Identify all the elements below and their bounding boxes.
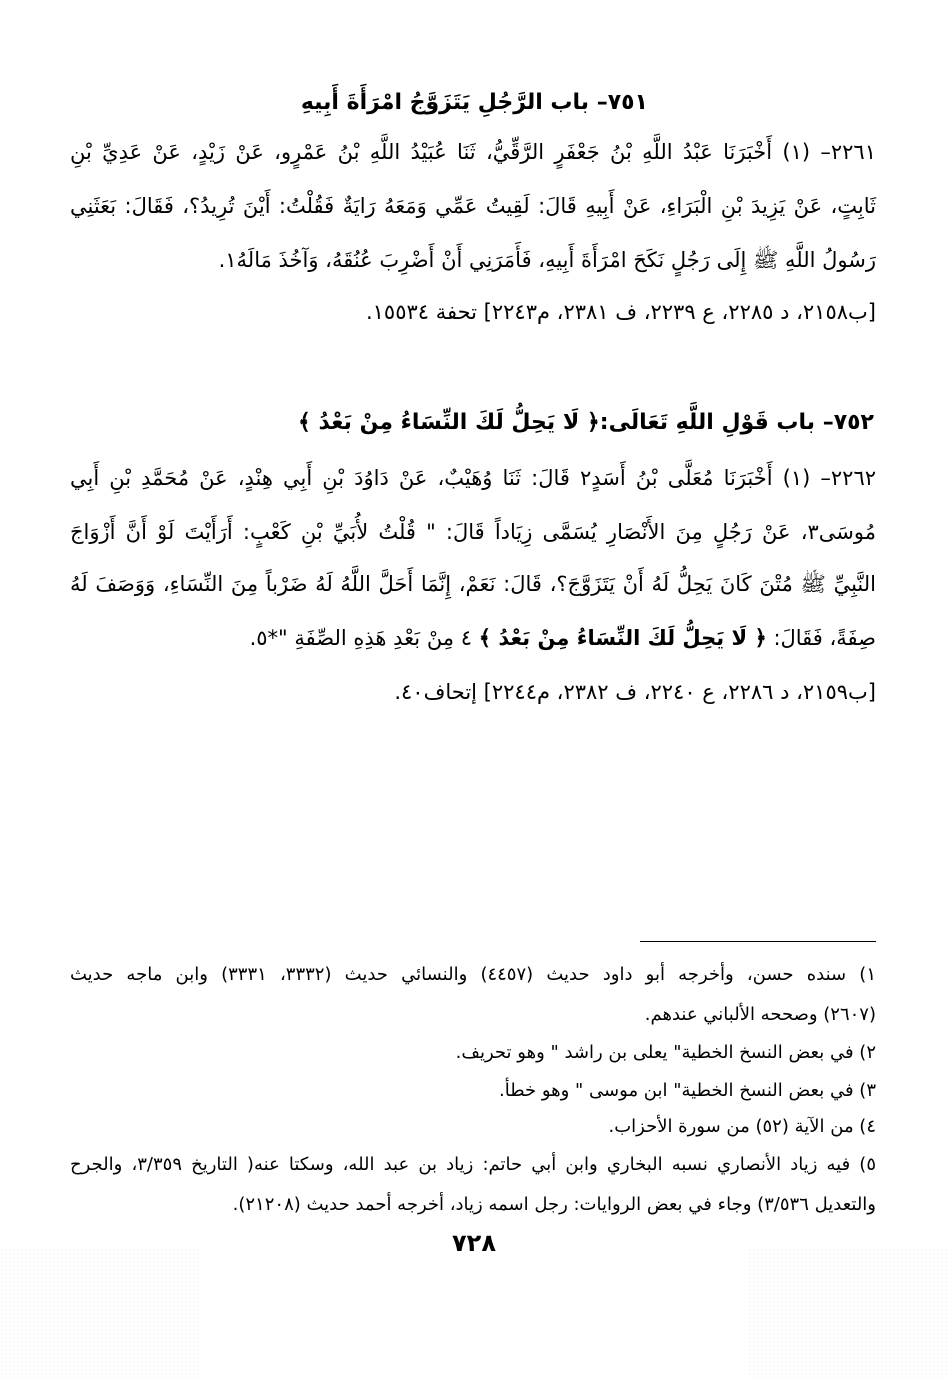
footnote-separator — [640, 941, 876, 942]
footnote-3: ٣) في بعض النسخ الخطية" ابن موسى " وهو خطأ. — [499, 1080, 876, 1101]
hadith-2262-line-3: النَّبِيِّ ﷺ مُتْنَ كَانَ يَحِلُّ لَهُ أَنْ يَتَزَوَّجَ؟، قَالَ: نَعَمْ، إِنَّمَا أَحَلَّ اللَّهُ لَهُ ضَرْباً مِنَ النِّسَاءِ، وَوَصَفَ لَهُ — [70, 572, 876, 596]
footnote-1-line-1: ١) سنده حسن، وأخرجه أبو داود حديث (٤٤٥٧) والنسائي حديث (٣٣٣٢، ٣٣٣١) وابن ماجه حديث — [70, 964, 877, 985]
footnote-1-line-2: (٢٦٠٧) وصححه الألباني عندهم. — [644, 1004, 876, 1025]
quran-verse: ﴿ لَا يَحِلُّ لَكَ النِّسَاءُ مِنْ بَعْدُ ﴾ — [298, 410, 600, 435]
footnote-2: ٢) في بعض النسخ الخطية" يعلى بن راشد " وهو تحريف. — [455, 1042, 876, 1063]
hadith-2262-line-4-start: صِفَةً، فَقَالَ: — [773, 626, 876, 650]
chapter-title-751: ٧٥١– باب الرَّجُلِ يَتَزَوَّجُ امْرَأَةَ أَبِيهِ — [300, 90, 648, 115]
footnote-5-line-2: والتعديل ٣/٥٣٦) وجاء في بعض الروايات: رجل اسمه زياد، أخرجه أحمد حديث (٢١٢٠٨). — [232, 1194, 876, 1215]
hadith-2262-reference: [ب٢١٥٩، د ٢٢٨٦، ع ٢٢٤٠، ف ٢٣٨٢، م٢٢٤٤] إتحاف٤٠. — [394, 680, 876, 704]
hadith-2261-line-2: ثَابِتٍ، عَنْ يَزِيدَ بْنِ الْبَرَاءِ، عَنْ أَبِيهِ قَالَ: لَقِيتُ عَمِّي وَمَعَهُ رَايَةٌ فَقُلْتُ: أَيْنَ تُرِيدُ؟، فَقَالَ: بَعَثَنِي — [70, 194, 876, 218]
hadith-2261-reference: [ب٢١٥٨، د ٢٢٨٥، ع ٢٢٣٩، ف ٢٣٨١، م٢٢٤٣] تحفة ١٥٥٣٤. — [365, 300, 876, 324]
scan-noise — [748, 1248, 948, 1378]
chapter-title-752 — [298, 406, 874, 440]
chapter-title-752-prefix: ٧٥٢– باب قَوْلِ اللَّهِ تَعَالَى: — [599, 410, 874, 435]
scan-noise — [0, 1248, 200, 1378]
page-number: ٧٢٨ — [452, 1229, 496, 1257]
hadith-2261-line-1: ٢٢٦١– (١) أَخْبَرَنَا عَبْدُ اللَّهِ بْنُ جَعْفَرٍ الرَّقِّيُّ، ثَنَا عُبَيْدُ اللَّهِ بْنُ عَمْرٍو، عَنْ زَيْدٍ، عَنْ عَدِيِّ بْنِ — [70, 140, 876, 164]
quran-verse: ﴿ لَا يَحِلُّ لَكَ النِّسَاءُ مِنْ بَعْدُ ﴾ — [478, 626, 767, 650]
hadith-2262-line-4-end: ٤ مِنْ بَعْدِ هَذِهِ الصِّفَةِ "*٥. — [249, 626, 473, 650]
hadith-2262-line-4 — [70, 620, 876, 656]
hadith-2262-line-2: مُوسَى٣، عَنْ رَجُلٍ مِنَ الأَنْصَارِ يُسَمَّى زِيَاداً قَالَ: " قُلْتُ لأُبَيِّ بْنِ كَعْبٍ: أَرَأَيْتَ لَوْ أَنَّ أَزْوَاجَ — [70, 520, 876, 544]
footnote-5-line-1: ٥) فيه زياد الأنصاري نسبه البخاري وابن أبي حاتم: زياد بن عبد الله، وسكتا عنه( التاريخ ٣/٣٥٩، والجرح — [70, 1154, 876, 1175]
hadith-2262-line-1: ٢٢٦٢– (١) أَخْبَرَنَا مُعَلَّى بْنُ أَسَدٍ٢ قَالَ: ثَنَا وُهَيْبٌ، عَنْ دَاوُدَ بْنِ أَبِي هِنْدٍ، عَنْ مُحَمَّدِ بْنِ أَبِي — [70, 466, 877, 490]
footnote-4: ٤) من الآية (٥٢) من سورة الأحزاب. — [608, 1116, 876, 1137]
hadith-2261-line-3: رَسُولُ اللَّهِ ﷺ إِلَى رَجُلٍ نَكَحَ امْرَأَةَ أَبِيهِ، فَأَمَرَنِي أَنْ أَضْرِبَ عُنُقَهُ، وَآخُذَ مَالَهُ١. — [218, 248, 876, 272]
